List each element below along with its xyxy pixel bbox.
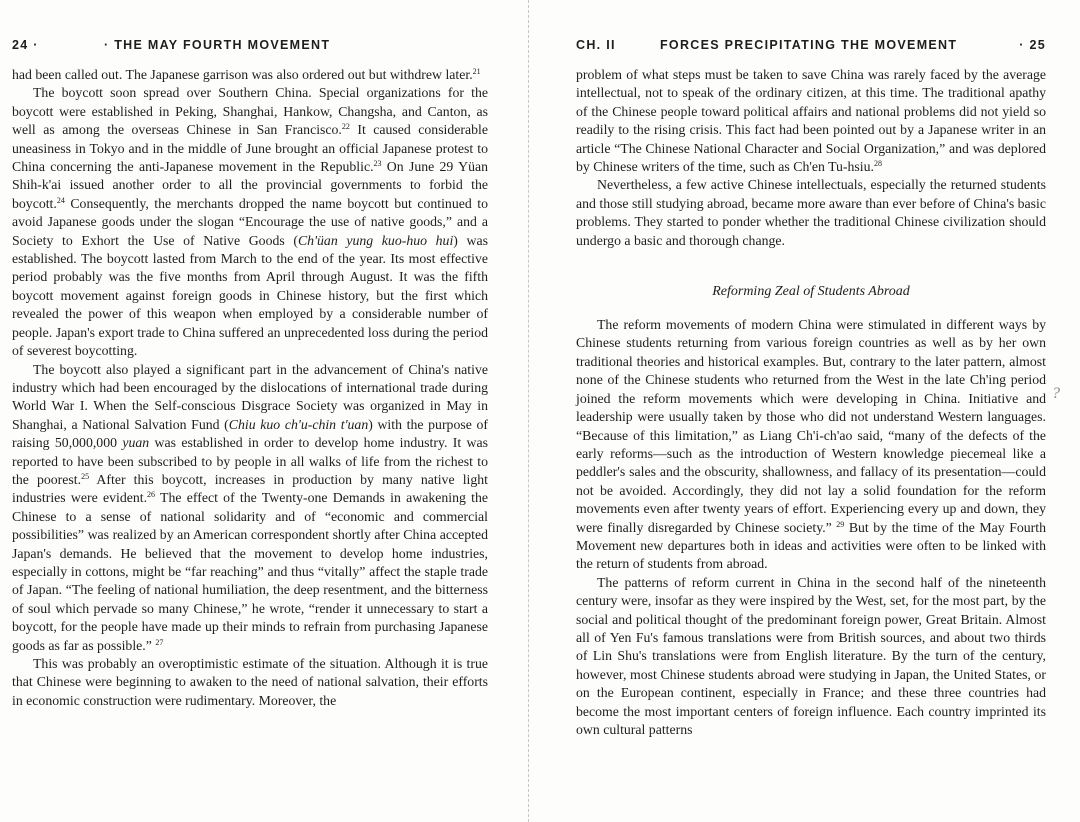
italic-term: Chiu kuo ch'u-chin t'uan [228,416,369,432]
left-running-head [12,38,488,58]
paragraph [12,84,488,360]
text-run: The patterns of reform current in China in the second half of the nineteenth century were, insofar as they were inspired by the West, set, for the most part, by the social and political thought of the predominant foreign power, Great Britain. Almost all of Yen Fu's famous translations were from British sources, and about two thirds of Lin Shu's translations were from English literature. By the turn of the century, however, most Chinese students abroad were studying in Japan, the United States, or on the European continent, especially in France; and these three countries had become the most important centers of foreign influence. Each country imprinted its own cultural patterns [576,574,1046,737]
text-run: Nevertheless, a few active Chinese intellectuals, especially the returned students and those still studying abroad, became more aware than ever before of China's basic problems. They started to ponder whether the traditional Chinese civilization should undergo a basic and thorough change. [576,177,1046,248]
text-run: The boycott also played a significant part in the advancement of China's native industry which had been encouraged by the dislocations of international trade during World War I. When the Self-conscious Disgrace Society was organized in May in Shanghai, a National Salvation Fund ( [12,361,488,432]
left-page-number: 24 · [12,38,39,52]
paragraph [576,66,1046,176]
text-run: The boycott soon spread over Southern China. Special organizations for the boycott were established in Peking, Shanghai, Hankow, Changsha, and Canton, as well as among the overseas Chinese in San Francisco. [12,85,488,138]
footnote-ref: 24 [56,195,65,205]
text-run: ) was established. The boycott lasted from March to the end of the year. Its most effective period probably was the five months from April through August. It was the fifth boycott movement against foreign goods in Chinese history, but the first which revealed the power of this weapon when employed by a considerable number of people. Japan's export trade to China suffered an unprecedented loss during the period of severest boycotting. [12,232,488,359]
footnote-ref: 27 [155,637,164,647]
paragraph [576,316,1046,574]
right-body-text-after [576,316,1046,739]
text-run: On June 29 Yüan Shih-k'ai issued another order to all the provincial governments to forbid the boycott. [12,159,488,211]
text-run: The reform movements of modern China were stimulated in different ways by Chinese students returning from various foreign countries as well as by her own traditional theories and historical examples. But, contrary to the later pattern, almost none of the Chinese students who returned from the West in the late Ch'ing period joined the reform movements which were developing in China. Initiative and leadership were usually taken by those who did not understand Western languages. “Because of this limitation,” as Liang Ch'i-ch'ao said, “many of the defects of the early reforms—such as the introduction of Western knowledge piecemeal like a peddler's sales and the obscurity, shallowness, and fallacy of its presentation—could not be avoided. Accordingly, they did not lay a solid foundation for the reform movements even after twenty years of effort. Experiencing every up and down, they were finally disregarded by Chinese society.” [576,317,1046,535]
text-run: But by the time of the May Fourth Movement new departures both in ideas and activities were often to be linked with the return of students from abroad. [576,519,1046,572]
paragraph [12,655,488,710]
footnote-ref: 29 [836,519,845,529]
footnote-ref: 21 [472,67,481,76]
text-run: had been called out. The Japanese garrison was also ordered out but withdrew later. [12,67,473,82]
footnote-ref: 25 [81,471,90,481]
footnote-ref: 26 [147,490,156,500]
text-run: This was probably an overoptimistic estimate of the situation. Although it is true that Chinese were beginning to awaken to the need of national salvation, their efforts in economic construction were rudimentary. Moreover, the [12,656,488,708]
text-run: Consequently, the merchants dropped the name boycott but continued to avoid Japanese goods under the slogan “Encourage the use of native goods,” and a Society to Exhort the Use of Native Goods ( [12,195,488,248]
footnote-ref: 23 [373,159,382,169]
text-run: The effect of the Twenty-one Demands in awakening the Chinese to a sense of national solidarity and of “economic and commercial possibilities” was realized by an American correspondent shortly after China accepted Japan's demands. He believed that the movement to develop home industries, especially in cottons, might be “far reaching” and thus “vitally” affect the staple trade of Japan. “The feeling of national humiliation, the deep resentment, and the bitterness of soul which pervade so many Chinese,” he wrote, “render it unnecessary to start a boycott, for the people have made up their minds to refrain from purchasing Japanese goods as far as possible.” [12,490,488,653]
right-running-title: FORCES PRECIPITATING THE MOVEMENT [660,38,958,52]
chapter-label: CH. II [576,38,616,52]
text-run: was established in order to develop home industry. It was reported to have been subscribed to by people in all walks of life from the richest to the poorest. [12,435,488,487]
text-run: It caused considerable uneasiness in Tokyo and in the middle of June brought an official Japanese protest to China concerning the anti-Japanese movement in the Republic. [12,122,488,175]
footnote-ref: 22 [341,122,350,132]
right-page-number: · 25 [1019,38,1046,52]
paragraph [576,176,1046,250]
paragraph [12,66,488,84]
handwritten-margin-mark: ? [1052,385,1060,402]
italic-term: Ch'üan yung kuo-huo hui [297,232,454,248]
text-run: After this boycott, increases in production by many native light industries were evident. [12,471,488,506]
left-page [12,38,488,710]
paragraph [576,574,1046,740]
footnote-ref: 28 [873,159,882,169]
left-body-text [12,66,488,710]
text-run: ) with the purpose of raising 50,000,000 [12,416,488,451]
text-run: problem of what steps must be taken to save China was rarely faced by the average intellectual, not to speak of the ordinary citizen, at this time. The traditional apathy of the Chinese people toward political affairs and national problems did not yield so readily to the rising crisis. This fact had been pointed out by a Japanese writer in an article “The Chinese National Character and Social Organization,” and was deplored by Chinese writers of the time, such as Ch'en Tu-hsiu. [576,67,1046,175]
right-page [576,38,1046,739]
gutter-divider [528,0,530,822]
right-running-head [576,38,1046,58]
paragraph [12,361,488,656]
right-body-text-before [576,66,1046,250]
section-heading: Reforming Zeal of Students Abroad [712,284,910,300]
left-running-title: · THE MAY FOURTH MOVEMENT [104,38,331,52]
italic-term: yuan [122,435,150,451]
